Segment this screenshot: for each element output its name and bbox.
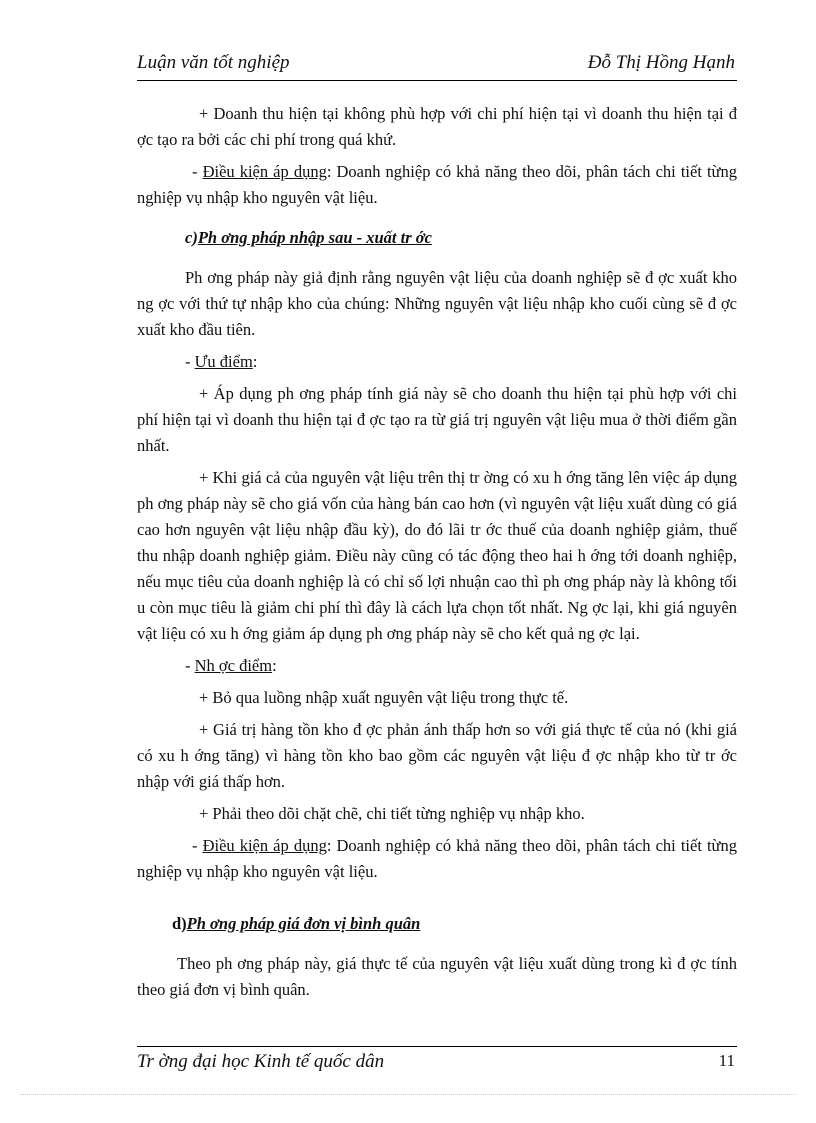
paragraph: Theo ph ơng pháp này, giá thực tế của nguyên vật liệu xuất dùng trong kì đ ợc tính theo giá đơn vị bình quân. bbox=[137, 954, 737, 999]
header-rule bbox=[137, 80, 737, 81]
page-footer bbox=[137, 1051, 737, 1075]
paragraph-condition: - Điều kiện áp dụng: Doanh nghiệp có khả năng theo dõi, phân tách chi tiết từng nghiệp vụ nhập kho nguyên vật liệu. bbox=[137, 162, 737, 207]
page-number: 11 bbox=[718, 1051, 735, 1070]
footer-rule bbox=[137, 1046, 737, 1047]
page-header bbox=[137, 52, 737, 76]
footer-left-text: Tr ờng đại học Kinh tế quốc dân bbox=[137, 1051, 385, 1072]
condition-label: Điều kiện áp dụng bbox=[202, 162, 327, 181]
header-left-text: Luận văn tốt nghiệp bbox=[137, 52, 290, 73]
paragraph: + Khi giá cả của nguyên vật liệu trên thị tr ờng có xu h ớng tăng lên việc áp dụng ph ơng pháp này sẽ cho giá vốn của hàng bán cao hơn (vì nguyên vật liệu xuất dùng có giá cao hơn nguyên vật liệu nhập đầu kỳ), do đó lãi tr ớc thuế của doanh nghiệp giảm, thuế thu nhập doanh nghiệp giảm. Điều này cũng có tác động theo hai h ớng tới doanh nghiệp, nếu mục tiêu của doanh nghiệp là có chỉ số lợi nhuận cao thì ph ơng pháp này là không tối u còn mục tiêu là giảm chi phí thì đây là cách lựa chọn tốt nhất. Ng ợc lại, khi giá nguyên vật liệu có xu h ớng giảm áp dụng ph ơng pháp này sẽ cho kết quả ng ợc lại. bbox=[137, 468, 737, 643]
paragraph: + Giá trị hàng tồn kho đ ợc phản ánh thấp hơn so với giá thực tế của nó (khi giá có xu h ớng tăng) vì hàng tồn kho bao gồm các nguyên vật liệu đ ợc nhập kho từ tr ớc nhập với giá thấp hơn. bbox=[137, 720, 737, 791]
condition-label: Điều kiện áp dụng bbox=[202, 836, 327, 855]
document-body bbox=[137, 101, 737, 1003]
advantages-label: - Ưu điểm: bbox=[185, 352, 258, 371]
disadvantages-label: - Nh ợc điểm: bbox=[185, 656, 277, 675]
paragraph: Ph ơng pháp này giả định rằng nguyên vật liệu của doanh nghiệp sẽ đ ợc xuất kho ng ợc với thứ tự nhập kho của chúng: Những nguyên vật liệu nhập kho cuối cùng sẽ đ ợc xuất kho đầu tiên. bbox=[137, 268, 737, 339]
page-edge-divider bbox=[20, 1094, 796, 1095]
section-heading-c: c)Ph ơng pháp nhập sau - xuất tr ớc bbox=[185, 228, 432, 247]
paragraph: + Bỏ qua luồng nhập xuất nguyên vật liệu trong thực tế. bbox=[199, 688, 569, 707]
paragraph: + Áp dụng ph ơng pháp tính giá này sẽ cho doanh thu hiện tại phù hợp với chi phí hiện tại vì doanh thu hiện tại đ ợc tạo ra từ giá trị nguyên vật liệu mua ở thời điểm gần nhất. bbox=[137, 384, 737, 455]
header-right-text: Đỗ Thị Hồng Hạnh bbox=[587, 52, 735, 73]
section-heading-d: d)Ph ơng pháp giá đơn vị bình quân bbox=[172, 914, 421, 933]
paragraph: + Phải theo dõi chặt chẽ, chi tiết từng nghiệp vụ nhập kho. bbox=[199, 804, 585, 823]
paragraph: + Doanh thu hiện tại không phù hợp với chi phí hiện tại vì doanh thu hiện tại đ ợc tạo ra bởi các chi phí trong quá khứ. bbox=[137, 104, 737, 149]
paragraph-condition: - Điều kiện áp dụng: Doanh nghiệp có khả năng theo dõi, phân tách chi tiết từng nghiệp vụ nhập kho nguyên vật liệu. bbox=[137, 836, 737, 881]
